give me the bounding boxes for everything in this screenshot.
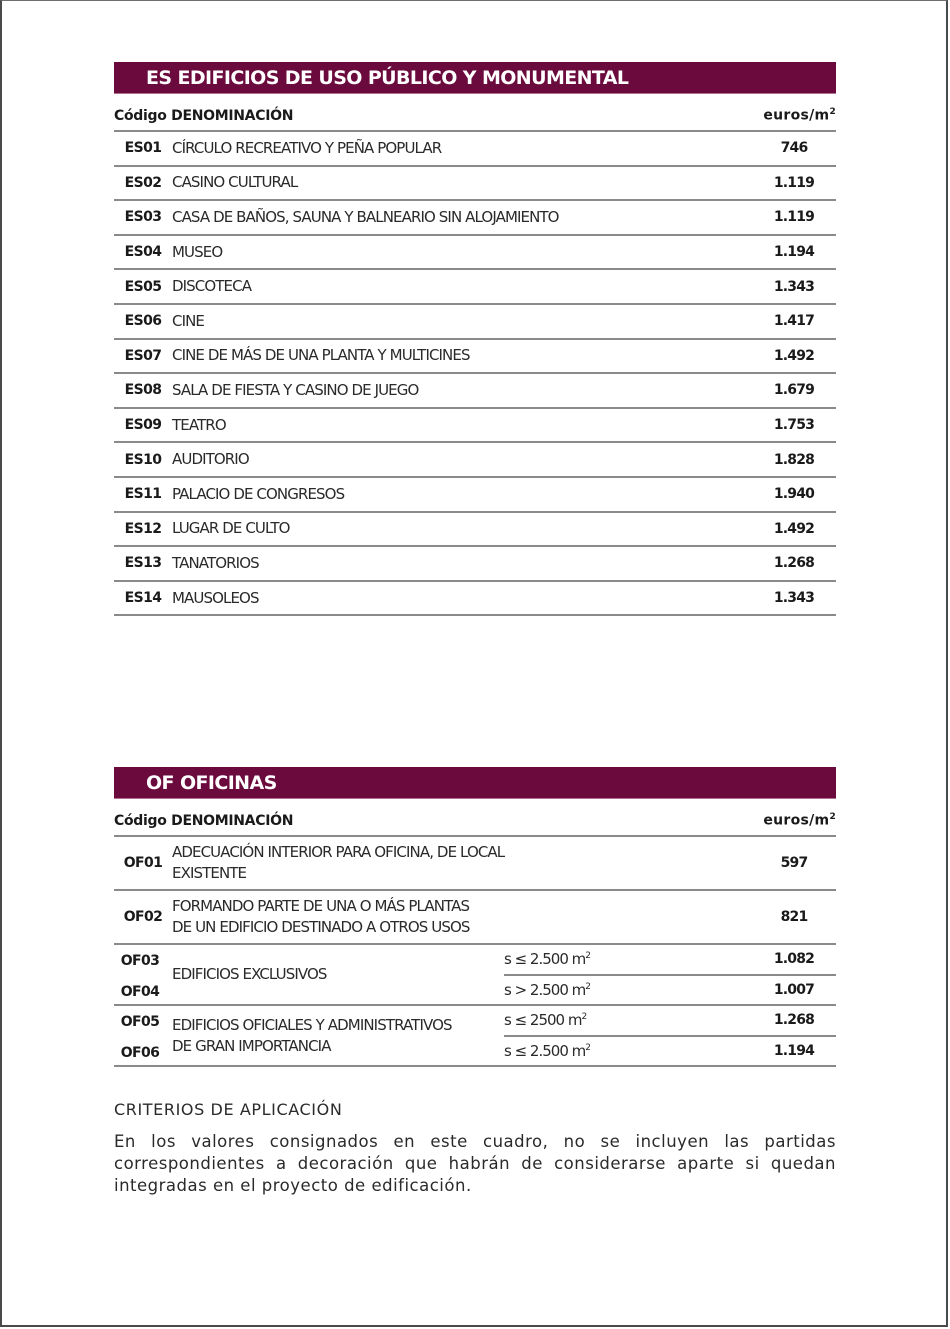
group-name-line: DE GRAN IMPORTANCIA	[172, 1036, 331, 1055]
unit-sup: 2	[829, 812, 836, 823]
condition	[504, 950, 754, 968]
group-subrows	[504, 945, 836, 1004]
condition-text: s > 2.500 m	[504, 980, 586, 999]
column-unit	[763, 812, 836, 829]
section-title-es: ES EDIFICIOS DE USO PÚBLICO Y MONUMENTAL	[114, 62, 836, 94]
row-code: ES01	[124, 140, 162, 157]
row-code: ES08	[124, 382, 162, 399]
application-criteria	[114, 1100, 836, 1197]
row-value: 1.828	[773, 451, 815, 468]
row-name: PALACIO DE CONGRESOS	[172, 484, 345, 503]
row-code: ES07	[124, 347, 162, 364]
section-of	[114, 767, 836, 1067]
table-group	[114, 1006, 836, 1067]
condition	[504, 981, 754, 999]
row-value: 1.007	[773, 981, 815, 998]
row-name-line: FORMANDO PARTE DE UNA O MÁS PLANTAS	[172, 897, 470, 915]
row-value: 1.194	[773, 244, 815, 261]
criteria-text: En los valores consignados en este cuadro, no se incluyen las partidas correspondientes a decoración que habrán de considerarse aparte si quedan integradas en el proyecto de edificación.	[114, 1132, 836, 1195]
table-row	[114, 443, 836, 478]
condition-text: s ≤ 2.500 m	[504, 950, 586, 969]
table-row	[114, 478, 836, 513]
row-value: 746	[780, 140, 808, 157]
row-value: 1.940	[773, 486, 815, 503]
row-name: CASINO CULTURAL	[172, 173, 298, 192]
condition-text: s ≤ 2500 m	[504, 1011, 582, 1030]
sub-row	[504, 1037, 836, 1066]
table-row	[114, 409, 836, 444]
condition-sup: 2	[585, 951, 590, 962]
row-name: TEATRO	[172, 415, 226, 434]
row-name-line: ADECUACIÓN INTERIOR PARA OFICINA, DE LOCAL	[172, 843, 505, 861]
sub-row	[504, 1006, 836, 1037]
table-row	[114, 270, 836, 305]
row-value: 1.679	[773, 382, 815, 399]
row-code: ES11	[124, 486, 162, 503]
table-row	[114, 891, 836, 945]
table-row	[114, 201, 836, 236]
row-value: 1.082	[773, 951, 815, 968]
criteria-title: CRITERIOS DE APLICACIÓN	[114, 1100, 343, 1119]
row-code: ES02	[124, 174, 162, 191]
group-name	[172, 1006, 504, 1065]
row-code: ES09	[124, 417, 162, 434]
condition-sup: 2	[585, 1042, 590, 1053]
condition-sup: 2	[585, 981, 590, 992]
table-group	[114, 945, 836, 1006]
row-name: AUDITORIO	[172, 450, 249, 469]
group-codes	[114, 1006, 172, 1065]
row-value: 1.268	[773, 1012, 815, 1029]
table-row	[114, 582, 836, 617]
condition-sup: 2	[581, 1012, 587, 1023]
row-value: 1.492	[773, 520, 815, 537]
row-name: SALA DE FIESTA Y CASINO DE JUEGO	[172, 380, 419, 399]
row-value: 1.753	[773, 417, 815, 434]
row-name-line: DE UN EDIFICIO DESTINADO A OTROS USOS	[172, 918, 470, 936]
table-row	[114, 374, 836, 409]
row-value: 1.268	[773, 555, 815, 572]
sub-row	[504, 976, 836, 1005]
row-code: OF02	[123, 909, 163, 925]
row-name: CINE DE MÁS DE UNA PLANTA Y MULTICINES	[172, 346, 470, 365]
row-name: CASA DE BAÑOS, SAUNA Y BALNEARIO SIN ALOJAMIENTO	[172, 207, 559, 226]
row-code: ES10	[124, 451, 162, 468]
condition-text: s ≤ 2.500 m	[504, 1041, 586, 1060]
row-code: OF01	[123, 855, 163, 871]
row-value: 1.492	[773, 347, 815, 364]
row-code: OF06	[120, 1045, 160, 1061]
row-code: ES14	[124, 590, 162, 607]
row-name: DISCOTECA	[172, 277, 252, 296]
section-es	[114, 62, 836, 616]
row-value: 821	[780, 909, 808, 925]
row-value: 1.417	[773, 313, 815, 330]
row-name	[172, 842, 754, 884]
row-name: MUSEO	[172, 242, 223, 261]
row-value: 1.343	[773, 278, 815, 295]
row-value: 1.343	[773, 590, 815, 607]
row-value: 1.194	[773, 1042, 815, 1059]
table-body-es	[114, 132, 836, 616]
group-name-line: EDIFICIOS EXCLUSIVOS	[172, 965, 327, 983]
group-codes	[114, 945, 172, 1004]
row-code: ES03	[124, 209, 162, 226]
table-row	[114, 132, 836, 167]
table-row	[114, 167, 836, 202]
group-name	[172, 945, 504, 1004]
table-header-of	[114, 799, 836, 837]
row-name: LUGAR DE CULTO	[172, 519, 290, 538]
column-unit	[763, 107, 836, 124]
table-row	[114, 837, 836, 891]
unit-label: euros/m	[763, 108, 830, 124]
sub-row	[504, 945, 836, 976]
table-row	[114, 513, 836, 548]
unit-sup: 2	[829, 107, 836, 118]
row-code: OF05	[120, 1014, 160, 1030]
row-name: TANATORIOS	[172, 553, 259, 572]
table-row	[114, 547, 836, 582]
condition	[504, 1011, 754, 1029]
section-title-of: OF OFICINAS	[114, 767, 836, 799]
row-name: CINE	[172, 311, 204, 330]
row-code: OF03	[120, 953, 160, 969]
row-value: 1.119	[773, 174, 815, 191]
table-row	[114, 236, 836, 271]
table-row	[114, 305, 836, 340]
row-value: 597	[780, 855, 808, 871]
row-code: ES06	[124, 313, 162, 330]
column-code-denomination: Código DENOMINACIÓN	[114, 813, 294, 829]
table-row	[114, 340, 836, 375]
group-subrows	[504, 1006, 836, 1065]
row-name-line: EXISTENTE	[172, 864, 247, 882]
row-name: CÍRCULO RECREATIVO Y PEÑA POPULAR	[172, 138, 442, 157]
row-code: ES05	[124, 278, 162, 295]
row-code: ES12	[124, 520, 162, 537]
condition	[504, 1042, 754, 1060]
column-code-denomination: Código DENOMINACIÓN	[114, 108, 294, 124]
table-header-es	[114, 94, 836, 132]
row-value: 1.119	[773, 209, 815, 226]
group-name-line: EDIFICIOS OFICIALES Y ADMINISTRATIVOS	[172, 1015, 452, 1034]
unit-label: euros/m	[763, 813, 830, 829]
row-name: MAUSOLEOS	[172, 588, 259, 607]
row-code: OF04	[120, 984, 160, 1000]
row-code: ES04	[124, 244, 162, 261]
row-name	[172, 896, 754, 938]
row-code: ES13	[124, 555, 162, 572]
